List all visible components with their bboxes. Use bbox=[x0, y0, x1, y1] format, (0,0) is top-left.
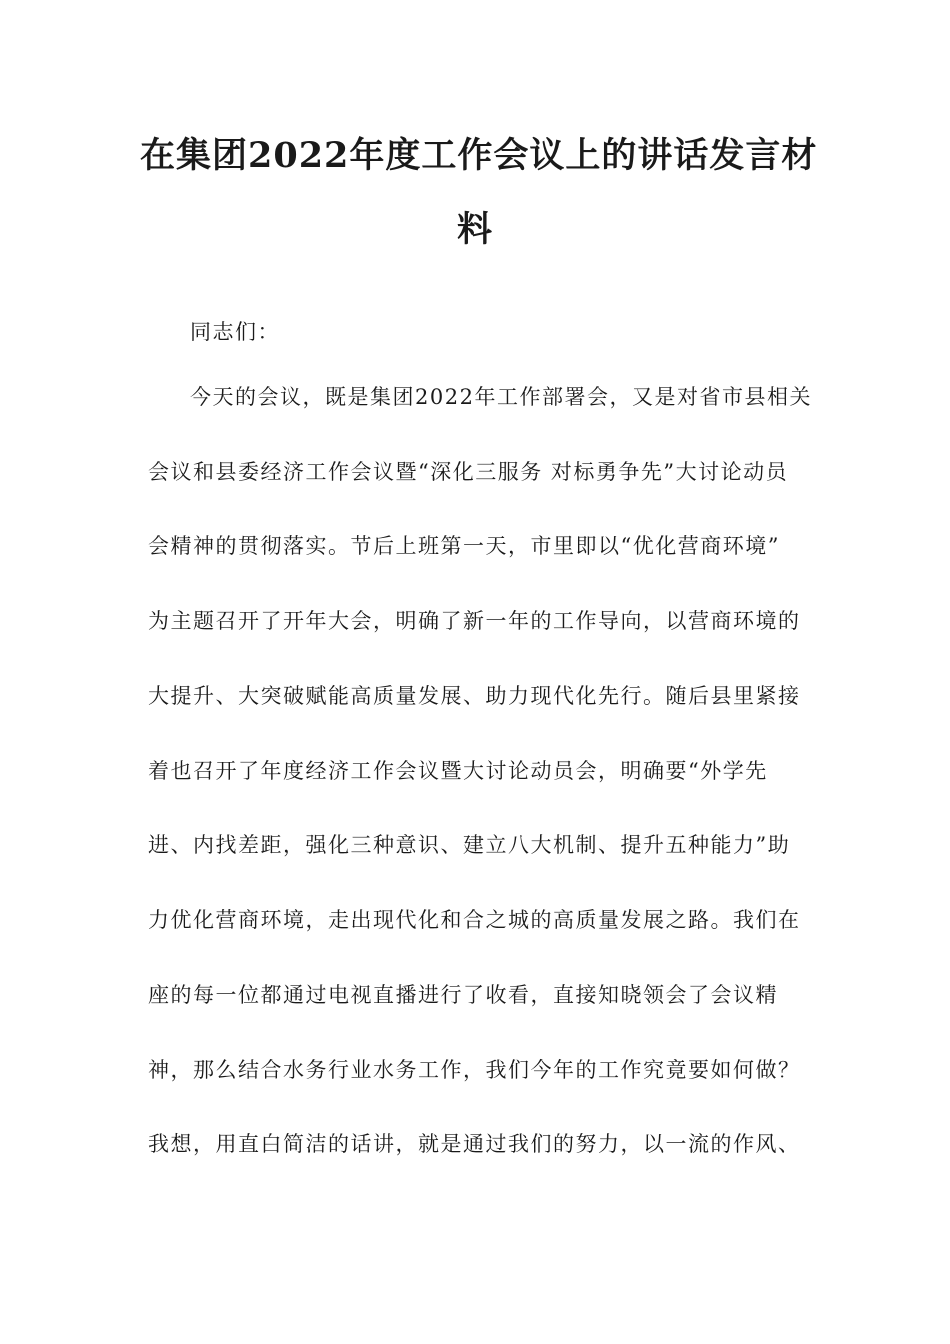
body-line: 大提升、大突破赋能高质量发展、助力现代化先行。随后县里紧接 bbox=[148, 684, 801, 708]
salutation: 同志们： bbox=[190, 320, 280, 344]
document-title-line-2: 料 bbox=[456, 209, 493, 250]
body-line: 会议和县委经济工作会议暨“深化三服务 对标勇争先”大讨论动员 bbox=[148, 460, 789, 484]
body-line: 神，那么结合水务行业水务工作，我们今年的工作究竟要如何做？ bbox=[148, 1058, 801, 1082]
body-line: 力优化营商环境，走出现代化和合之城的高质量发展之路。我们在 bbox=[148, 908, 801, 932]
body-line: 座的每一位都通过电视直播进行了收看，直接知晓领会了会议精 bbox=[148, 983, 778, 1007]
body-line: 为主题召开了开年大会，明确了新一年的工作导向，以营商环境的 bbox=[148, 609, 801, 633]
body-line: 今天的会议，既是集团2022年工作部署会，又是对省市县相关 bbox=[190, 385, 812, 409]
document-title-line-1: 在集团2022年度工作会议上的讲话发言材 bbox=[140, 135, 818, 176]
body-line: 会精神的贯彻落实。节后上班第一天，市里即以“优化营商环境” bbox=[148, 534, 780, 558]
body-line: 着也召开了年度经济工作会议暨大讨论动员会，明确要“外学先 bbox=[148, 759, 768, 783]
body-line: 进、内找差距，强化三种意识、建立八大机制、提升五种能力”助 bbox=[148, 833, 791, 857]
body-line: 我想，用直白简洁的话讲，就是通过我们的努力，以一流的作风、 bbox=[148, 1132, 801, 1156]
